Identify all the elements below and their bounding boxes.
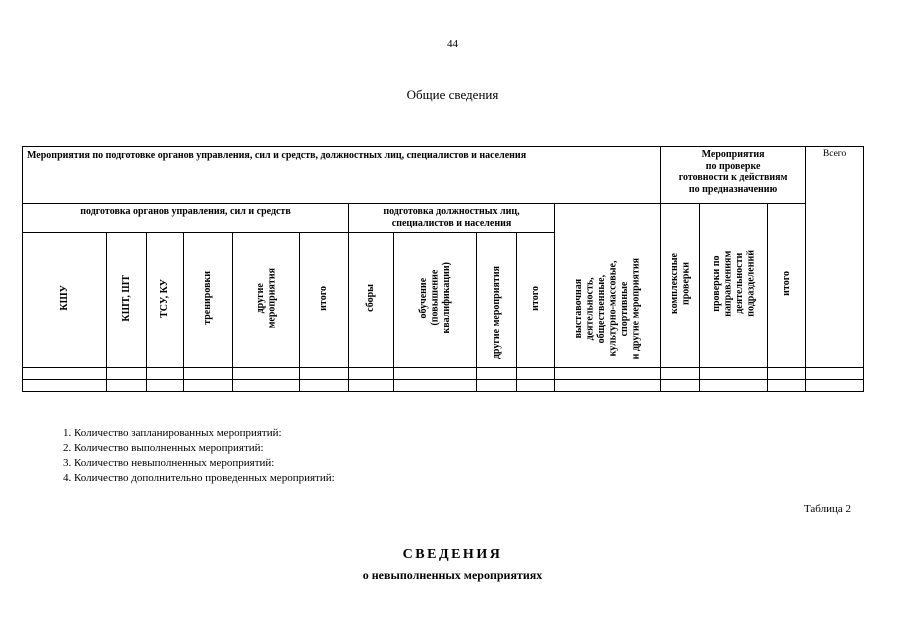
table-cell[interactable] bbox=[349, 380, 394, 392]
col-label: другие мероприятия bbox=[254, 268, 277, 329]
table-cell[interactable] bbox=[107, 380, 147, 392]
header-col-tsu bbox=[147, 233, 184, 368]
table-cell[interactable] bbox=[555, 380, 661, 392]
table-cell[interactable] bbox=[23, 368, 107, 380]
header-col-exhibitions bbox=[555, 204, 661, 368]
col-label: итого bbox=[318, 285, 330, 311]
table-cell[interactable] bbox=[806, 368, 864, 380]
table-cell[interactable] bbox=[477, 380, 517, 392]
table-cell[interactable] bbox=[147, 380, 184, 392]
header-col-readiness-total bbox=[768, 204, 806, 368]
table-row bbox=[23, 380, 864, 392]
section-subheading: о невыполненных мероприятиях bbox=[362, 568, 543, 582]
table-cell[interactable] bbox=[23, 380, 107, 392]
col-label: тренировки bbox=[202, 271, 214, 326]
header-sub-organs: подготовка органов управления, сил и средств bbox=[23, 204, 349, 233]
table-cell[interactable] bbox=[768, 380, 806, 392]
table-cell[interactable] bbox=[300, 380, 349, 392]
table-cell[interactable] bbox=[700, 380, 768, 392]
header-col-education bbox=[394, 233, 477, 368]
table-cell[interactable] bbox=[477, 368, 517, 380]
table-cell[interactable] bbox=[233, 380, 300, 392]
table-cell[interactable] bbox=[555, 368, 661, 380]
col-label: комплексные проверки bbox=[668, 253, 692, 315]
table-cell[interactable] bbox=[517, 368, 555, 380]
table-cell[interactable] bbox=[107, 368, 147, 380]
header-col-other-events-2 bbox=[477, 233, 517, 368]
col-label: КШТ, ШТ bbox=[120, 274, 132, 322]
col-label: итого bbox=[780, 271, 792, 297]
header-col-camps bbox=[349, 233, 394, 368]
col-label: проверки по направлениям деятельности подразделений bbox=[710, 250, 757, 318]
table-cell[interactable] bbox=[184, 380, 233, 392]
header-group-readiness: Мероприятия по проверке готовности к действиям по предназначению bbox=[661, 147, 806, 204]
table-cell[interactable] bbox=[661, 368, 700, 380]
header-col-other-events bbox=[233, 233, 300, 368]
table-cell[interactable] bbox=[300, 368, 349, 380]
col-label: другие мероприятия bbox=[490, 266, 502, 360]
header-col-ksht bbox=[107, 233, 147, 368]
table-cell[interactable] bbox=[661, 380, 700, 392]
table-cell[interactable] bbox=[700, 368, 768, 380]
header-total: Всего bbox=[806, 147, 864, 368]
header-col-organs-total bbox=[300, 233, 349, 368]
page-number: 44 bbox=[447, 38, 458, 50]
table-row bbox=[23, 368, 864, 380]
col-label: ТСУ, КУ bbox=[159, 278, 171, 318]
col-label: итого bbox=[529, 285, 541, 311]
table-cell[interactable] bbox=[233, 368, 300, 380]
header-col-trainings bbox=[184, 233, 233, 368]
general-info-table bbox=[22, 146, 864, 392]
col-label: сборы bbox=[365, 284, 377, 313]
header-col-kshu bbox=[23, 233, 107, 368]
table-cell[interactable] bbox=[147, 368, 184, 380]
table-cell[interactable] bbox=[394, 380, 477, 392]
header-group-main: Мероприятия по подготовке органов управления, сил и средств, должностных лиц, специалистов и населения bbox=[23, 147, 661, 204]
header-sub-officials: подготовка должностных лиц, специалистов и населения bbox=[349, 204, 555, 233]
table-label: Таблица 2 bbox=[803, 503, 851, 515]
list-item: 2. Количество выполненных мероприятий: bbox=[63, 442, 264, 454]
section-heading: СВЕДЕНИЯ bbox=[402, 547, 503, 562]
col-label: выставочная деятельность, общественные, культурно-массовые, спортивные и другие мероприятия bbox=[573, 258, 642, 360]
page-title: Общие сведения bbox=[406, 87, 499, 102]
col-label: обучение (повышение квалификации) bbox=[417, 262, 452, 335]
col-label: КШУ bbox=[58, 285, 70, 312]
table-cell[interactable] bbox=[394, 368, 477, 380]
table-cell[interactable] bbox=[806, 380, 864, 392]
table-cell[interactable] bbox=[517, 380, 555, 392]
list-item: 1. Количество запланированных мероприятий: bbox=[63, 427, 282, 439]
table-cell[interactable] bbox=[768, 368, 806, 380]
list-item: 3. Количество невыполненных мероприятий: bbox=[63, 457, 275, 469]
header-col-unit-checks bbox=[700, 204, 768, 368]
header-col-officials-total bbox=[517, 233, 555, 368]
table-cell[interactable] bbox=[184, 368, 233, 380]
summary-list bbox=[63, 426, 335, 486]
list-item: 4. Количество дополнительно проведенных мероприятий: bbox=[63, 472, 335, 484]
table-cell[interactable] bbox=[349, 368, 394, 380]
header-col-complex-checks bbox=[661, 204, 700, 368]
